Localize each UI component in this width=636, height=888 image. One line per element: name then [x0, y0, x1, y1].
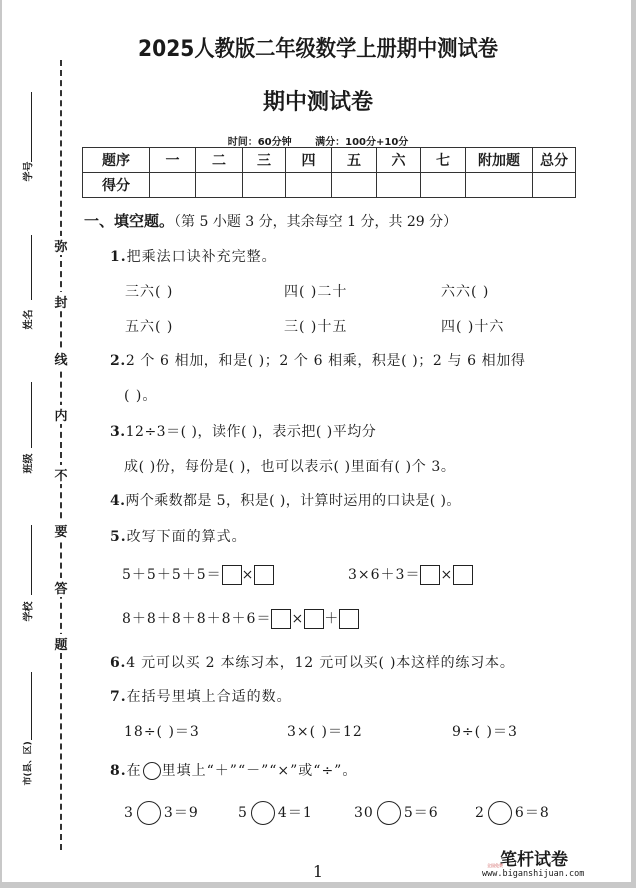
- operator-circle[interactable]: [137, 801, 161, 825]
- q3-continuation[interactable]: 成( )份，每份是( )，也可以表示( )里面有( )个 3。: [124, 459, 456, 475]
- score-row-label: 得分: [83, 173, 150, 198]
- score-cell[interactable]: [332, 173, 377, 198]
- q1-blank[interactable]: 四( )十六: [441, 319, 505, 335]
- score-cell[interactable]: [533, 173, 576, 198]
- question-number: 1.: [110, 249, 127, 265]
- question-6: [110, 652, 515, 672]
- q7-blank[interactable]: 3×( )＝12: [287, 724, 363, 740]
- q8-item: [238, 801, 313, 825]
- header-cell: 五: [332, 148, 377, 173]
- answer-box[interactable]: [453, 565, 473, 585]
- city-label: 市(县、区): [23, 741, 34, 786]
- question-text: 改写下面的算式。: [126, 529, 247, 545]
- expression-text: 5＋5＋5＋5＝: [122, 567, 222, 583]
- question-2: [110, 350, 525, 370]
- q1-blank[interactable]: 五六( ): [125, 319, 174, 335]
- answer-box[interactable]: [271, 609, 291, 629]
- question-number: 5.: [110, 529, 127, 545]
- question-text: 里填上“＋”“－”“×”或“÷”。: [161, 763, 358, 779]
- header-cell: 六: [377, 148, 421, 173]
- question-text: 在括号里填上合适的数。: [126, 689, 292, 705]
- expression-text: 8＋8＋8＋8＋8＋6＝: [122, 611, 272, 627]
- score-cell[interactable]: [466, 173, 533, 198]
- question-4: [110, 490, 461, 510]
- answer-box[interactable]: [254, 565, 274, 585]
- q2-continuation[interactable]: ( )。: [124, 388, 158, 404]
- q8-item: [354, 801, 439, 825]
- question-number: 3.: [110, 424, 126, 440]
- q1-blank[interactable]: 六六( ): [441, 284, 490, 300]
- score-table-score-row: [83, 173, 576, 198]
- question-number: 6.: [110, 655, 127, 671]
- q1-blank[interactable]: 四( )二十: [284, 284, 348, 300]
- question-text: 把乘法口诀补充完整。: [126, 249, 277, 265]
- operand: 2: [475, 805, 485, 821]
- circle-icon: [143, 762, 161, 780]
- operator-circle[interactable]: [377, 801, 401, 825]
- question-1: [110, 246, 277, 266]
- score-cell[interactable]: [196, 173, 243, 198]
- exam-info: [0, 133, 636, 148]
- q5-expression-3: [122, 608, 359, 629]
- score-cell[interactable]: [243, 173, 286, 198]
- question-5: [110, 526, 247, 546]
- exam-title: 2025人教版二年级数学上册期中测试卷: [138, 37, 498, 62]
- question-number: 8.: [110, 763, 127, 779]
- sealing-char: 弥: [52, 236, 70, 255]
- q5-expression-1: [122, 564, 274, 585]
- score-cell[interactable]: [377, 173, 421, 198]
- question-7: [110, 686, 292, 706]
- operand: 3: [124, 805, 134, 821]
- student-id-field[interactable]: [31, 92, 32, 162]
- sealing-char: 内: [52, 405, 70, 424]
- operand: 5＝6: [403, 805, 439, 821]
- section-heading: [84, 210, 457, 231]
- q8-item: [124, 801, 199, 825]
- brand-url[interactable]: www.biganshijuan.com: [482, 869, 585, 879]
- header-cell: 题序: [83, 148, 150, 173]
- plus-sign: ＋: [324, 611, 340, 627]
- score-table: [82, 147, 576, 198]
- class-label: 班级: [23, 453, 35, 474]
- section-note: （第 5 小题 3 分，其余每空 1 分，共 29 分）: [174, 214, 458, 230]
- q7-blank[interactable]: 9÷( )＝3: [452, 724, 518, 740]
- answer-box[interactable]: [420, 565, 440, 585]
- answer-box[interactable]: [339, 609, 359, 629]
- operand: 30: [354, 805, 374, 821]
- q1-blank[interactable]: 三六( ): [125, 284, 174, 300]
- sealing-line: [60, 60, 62, 850]
- header-cell: 一: [150, 148, 196, 173]
- name-field[interactable]: [31, 235, 32, 300]
- operand: 6＝8: [514, 805, 550, 821]
- score-cell[interactable]: [150, 173, 196, 198]
- q7-blank[interactable]: 18÷( )＝3: [124, 724, 200, 740]
- question-text[interactable]: 12÷3＝( )，读作( )，表示把( )平均分: [125, 424, 377, 440]
- q8-item: [475, 801, 550, 825]
- operator-circle[interactable]: [488, 801, 512, 825]
- question-number: 2.: [110, 353, 126, 369]
- question-3: [110, 421, 376, 441]
- operand: 4＝1: [277, 805, 313, 821]
- question-text: 在: [126, 763, 142, 779]
- sealing-char: 题: [52, 634, 70, 653]
- operand: 5: [238, 805, 248, 821]
- section-title: 一、填空题。: [84, 212, 175, 230]
- expression-text: 3×6＋3＝: [348, 567, 421, 583]
- page-number: 1: [312, 862, 324, 881]
- question-text[interactable]: 4 元可以买 2 本练习本，12 元可以买( )本这样的练习本。: [126, 655, 515, 671]
- answer-box[interactable]: [304, 609, 324, 629]
- city-field[interactable]: [31, 672, 32, 740]
- question-number: 4.: [110, 493, 126, 509]
- school-label: 学校: [23, 601, 35, 622]
- answer-box[interactable]: [222, 565, 242, 585]
- header-cell: 二: [196, 148, 243, 173]
- operator-circle[interactable]: [251, 801, 275, 825]
- student-id-label: 学号: [23, 161, 35, 182]
- score-cell[interactable]: [286, 173, 332, 198]
- sealing-char: 要: [52, 521, 70, 540]
- question-number: 7.: [110, 689, 127, 705]
- sealing-char: 线: [52, 349, 70, 368]
- question-text[interactable]: 两个乘数都是 5，积是( )，计算时运用的口诀是( )。: [125, 493, 461, 509]
- exam-subtitle: 期中测试卷: [262, 90, 373, 115]
- times-sign: ×: [440, 567, 454, 583]
- question-8: [110, 760, 357, 780]
- times-sign: ×: [241, 567, 255, 583]
- sealing-char: 封: [52, 292, 70, 311]
- header-cell: 七: [421, 148, 466, 173]
- score-table-header-row: [83, 148, 576, 173]
- header-cell: 附加题: [466, 148, 533, 173]
- operand: 3＝9: [163, 805, 199, 821]
- sealing-char: 答: [52, 578, 70, 597]
- brand-tag: 全国免费: [487, 863, 503, 868]
- q1-blank[interactable]: 三( )十五: [284, 319, 348, 335]
- class-field[interactable]: [31, 382, 32, 448]
- exam-time: 时间：60分钟: [227, 137, 292, 148]
- header-cell: 四: [286, 148, 332, 173]
- exam-full-score: 满分：100分+10分: [315, 137, 409, 148]
- header-cell: 总分: [533, 148, 576, 173]
- q5-expression-2: [348, 564, 473, 585]
- sealing-char: 不: [52, 465, 70, 484]
- name-label: 姓名: [23, 309, 35, 330]
- question-text[interactable]: 2 个 6 相加，和是( )；2 个 6 相乘，积是( )；2 与 6 相加得: [125, 353, 526, 369]
- score-cell[interactable]: [421, 173, 466, 198]
- school-field[interactable]: [31, 525, 32, 595]
- times-sign: ×: [291, 611, 305, 627]
- header-cell: 三: [243, 148, 286, 173]
- brand-logo: 笔杆试卷: [500, 850, 568, 870]
